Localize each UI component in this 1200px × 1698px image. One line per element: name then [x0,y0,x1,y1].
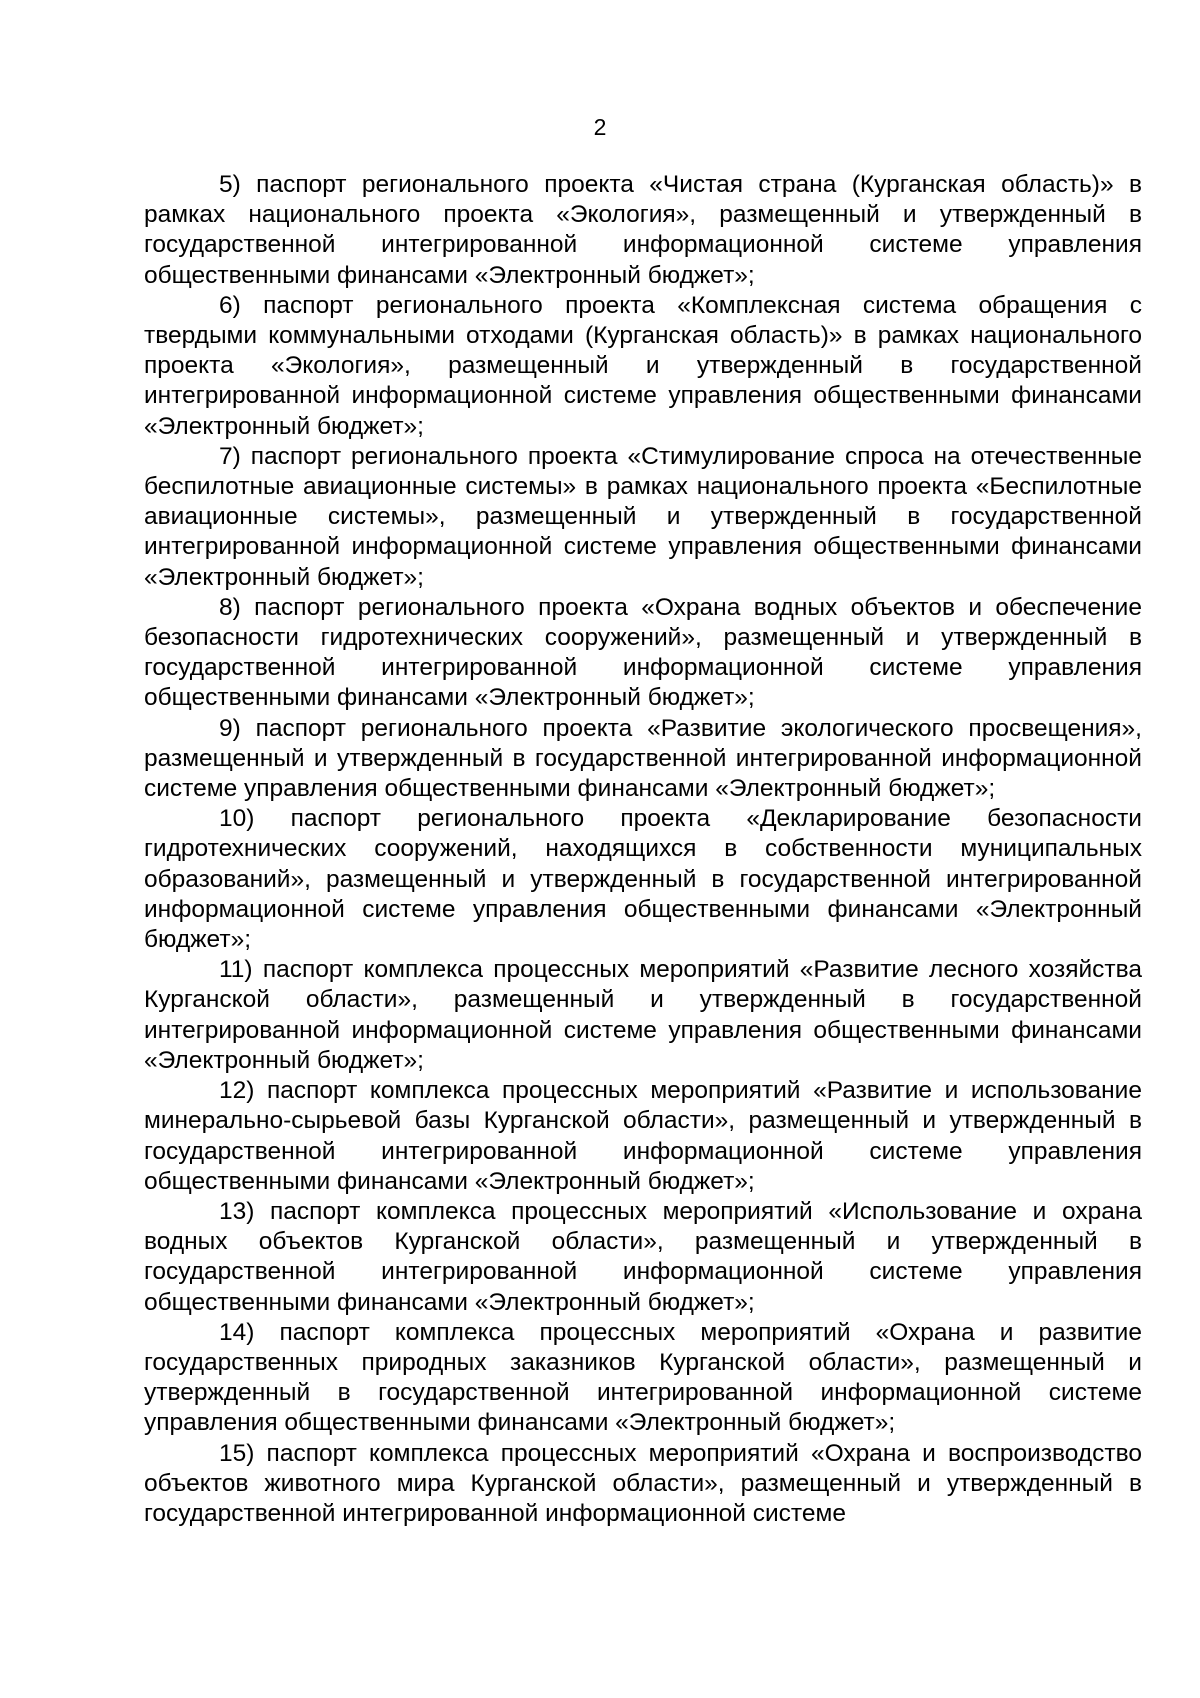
list-item: 6) паспорт регионального проекта «Комплексная система обращения с твердыми коммунальными отходами (Курганская область)» в рамках национального проекта «Экология», размещенный и утвержденный в государственной интегрированной информационной системе управления общественными финансами «Электронный бюджет»; [144,291,1142,440]
list-item: 11) паспорт комплекса процессных мероприятий «Развитие лесного хозяйства Курганской области», размещенный и утвержденный в государственной интегрированной информационной системе управления общественными финансами «Электронный бюджет»; [144,956,1142,1074]
list-item: 12) паспорт комплекса процессных мероприятий «Развитие и использование минерально-сырьевой базы Курганской области», размещенный и утвержденный в государственной интегрированной информационной системе управления общественными финансами «Электронный бюджет»; [144,1077,1142,1195]
list-item: 15) паспорт комплекса процессных мероприятий «Охрана и воспроизводство объектов животного мира Курганской области», размещенный и утвержденный в государственной интегрированной информационной системе [144,1439,1142,1527]
list-item: 13) паспорт комплекса процессных мероприятий «Использование и охрана водных объектов Курганской области», размещенный и утвержденный в государственной интегрированной информационной системе управления общественными финансами «Электронный бюджет»; [144,1197,1142,1316]
list-item: 9) паспорт регионального проекта «Развитие экологического просвещения», размещенный и утвержденный в государственной интегрированной информационной системе управления общественными финансами «Электронный бюджет»; [144,714,1142,803]
list-item: 10) паспорт регионального проекта «Декларирование безопасности гидротехнических сооружений, находящихся в собственности муниципальных образований», размещенный и утвержденный в государственной интегрированной информационной системе управления общественными финансами «Электронный бюджет»; [144,805,1142,954]
list-item: 5) паспорт регионального проекта «Чистая страна (Курганская область)» в рамках национального проекта «Экология», размещенный и утвержденный в государственной интегрированной информационной системе управления общественными финансами «Электронный бюджет»; [144,171,1142,289]
page-number: 2 [593,114,607,140]
document-body [144,170,1142,1529]
list-item: 7) паспорт регионального проекта «Стимулирование спроса на отечественные беспилотные авиационные системы» в рамках национального проекта «Беспилотные авиационные системы», размещенный и утвержденный в государственной интегрированной информационной системе управления общественными финансами «Электронный бюджет»; [144,442,1142,591]
list-item: 8) паспорт регионального проекта «Охрана водных объектов и обеспечение безопасности гидротехнических сооружений», размещенный и утвержденный в государственной интегрированной информационной системе управления общественными финансами «Электронный бюджет»; [144,593,1142,712]
list-item: 14) паспорт комплекса процессных мероприятий «Охрана и развитие государственных природных заказников Курганской области», размещенный и утвержденный в государственной интегрированной информационной системе управления общественными финансами «Электронный бюджет»; [144,1318,1142,1437]
